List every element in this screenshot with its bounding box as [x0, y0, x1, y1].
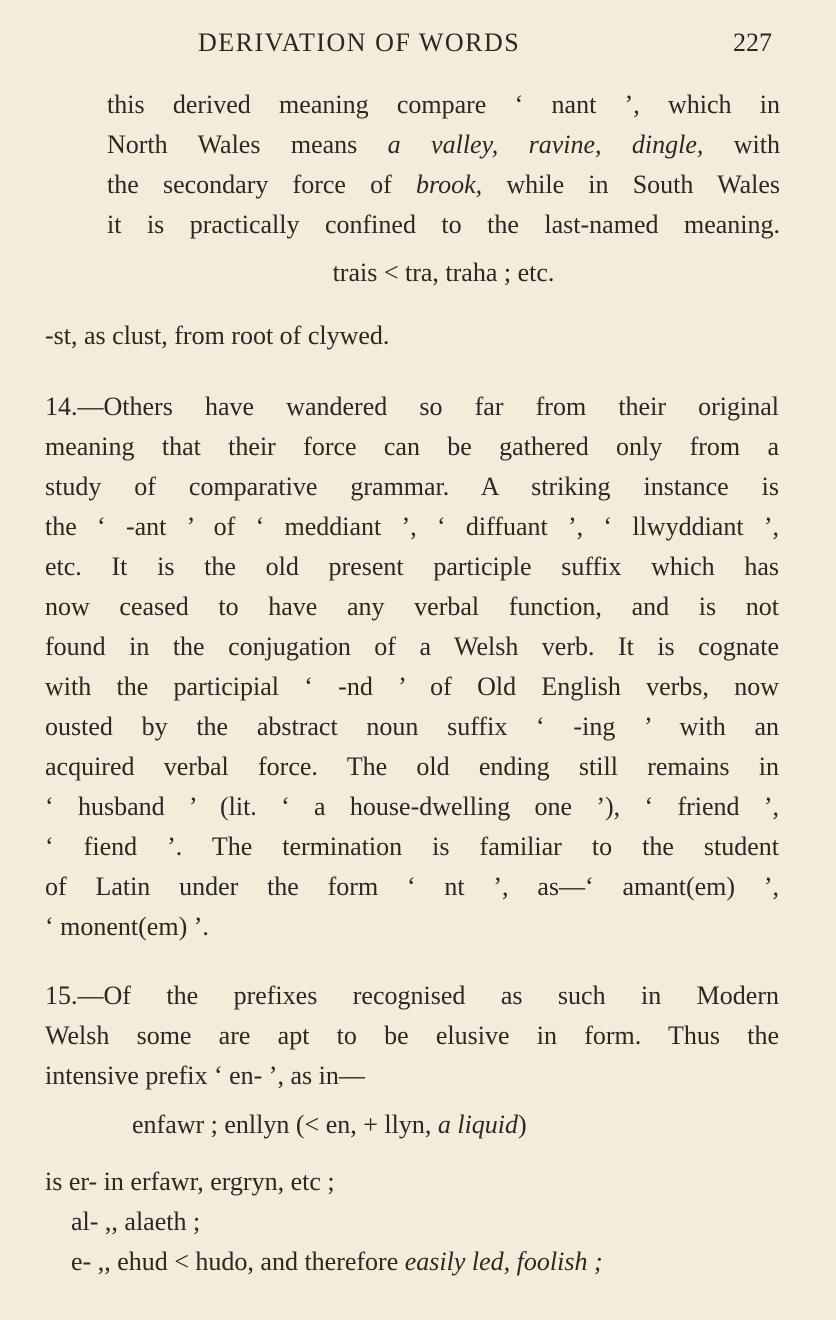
section-15: [45, 976, 779, 1096]
text-line: Welsh some are apt to be elusive in form. Thus the: [45, 1021, 779, 1050]
st-line: [45, 316, 779, 356]
text-line: it is practically confined to the last-named meaning.: [107, 210, 780, 239]
text-line: meaning that their force can be gathered only from a: [45, 432, 779, 461]
text-line: etc. It is the old present participle suffix which has: [45, 552, 779, 581]
text-line: with the participial ‘ -nd ’ of Old English verbs, now: [45, 672, 779, 701]
text-line: the secondary force of brook, while in South Wales: [107, 170, 780, 199]
text-line: North Wales means a valley, ravine, dingle, with: [107, 130, 781, 159]
text-line: ‘ husband ’ (lit. ‘ a house-dwelling one ’), ‘ friend ’,: [45, 792, 779, 821]
continuation-paragraph: [107, 85, 780, 293]
example-line: trais < tra, traha ; etc.: [332, 258, 555, 287]
text-line: acquired verbal force. The old ending still remains in: [45, 752, 779, 781]
text-line: ‘ monent(em) ’.: [45, 912, 209, 941]
prefix-example: [132, 1105, 752, 1145]
page-number: 227: [733, 28, 772, 57]
running-title: DERIVATION OF WORDS: [198, 28, 521, 57]
text-line: -st, as clust, from root of clywed.: [45, 321, 390, 350]
example-line: enfawr ; enllyn (< en, + llyn, a liquid): [132, 1110, 527, 1139]
page-header: [0, 28, 836, 64]
text-line: 14.—Others have wandered so far from their original: [45, 392, 779, 421]
text-line: ‘ fiend ’. The termination is familiar to the student: [45, 832, 779, 861]
text-line: the ‘ -ant ’ of ‘ meddiant ’, ‘ diffuant ’, ‘ llwyddiant ’,: [45, 512, 779, 541]
section-14: [45, 387, 779, 947]
text-line: this derived meaning compare ‘ nant ’, which in: [107, 90, 780, 119]
prefix-forms: [45, 1162, 779, 1282]
form-line: e- ,, ehud < hudo, and therefore easily led, foolish ;: [71, 1247, 603, 1276]
text-line: study of comparative grammar. A striking instance is: [45, 472, 779, 501]
text-line: intensive prefix ‘ en- ’, as in—: [45, 1061, 365, 1090]
text-line: found in the conjugation of a Welsh verb. It is cognate: [45, 632, 779, 661]
text-line: of Latin under the form ‘ nt ’, as—‘ amant(em) ’,: [45, 872, 779, 901]
text-line: now ceased to have any verbal function, and is not: [45, 592, 779, 621]
text-line: 15.—Of the prefixes recognised as such in Modern: [45, 981, 779, 1010]
form-line: al- ,, alaeth ;: [71, 1207, 201, 1236]
form-line: is er- in erfawr, ergryn, etc ;: [45, 1167, 335, 1196]
text-line: ousted by the abstract noun suffix ‘ -ing ’ with an: [45, 712, 779, 741]
